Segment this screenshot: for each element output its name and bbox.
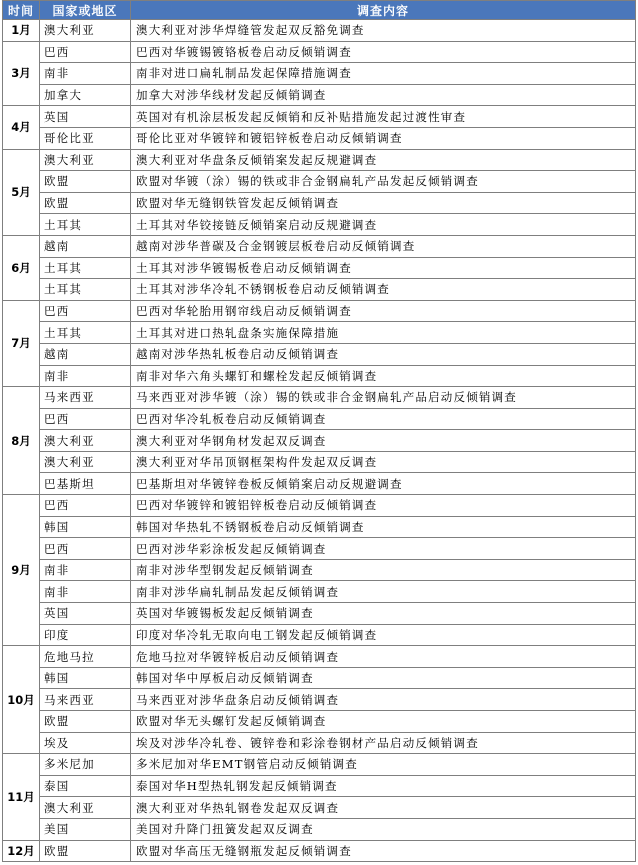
header-time: 时间 bbox=[3, 1, 40, 20]
table-row bbox=[3, 646, 636, 668]
table-row bbox=[3, 430, 636, 452]
month-cell: 5月 bbox=[3, 149, 40, 235]
month-cell: 11月 bbox=[3, 754, 40, 840]
table-row bbox=[3, 257, 636, 279]
table-row bbox=[3, 279, 636, 301]
table-row bbox=[3, 797, 636, 819]
content-cell: 巴西对华轮胎用钢帘线启动反倾销调查 bbox=[131, 300, 636, 322]
content-cell: 南非对涉华扁轧制品发起反倾销调查 bbox=[131, 581, 636, 603]
content-cell: 巴基斯坦对华镀锌卷板反倾销案启动反规避调查 bbox=[131, 473, 636, 495]
country-cell: 南非 bbox=[40, 559, 131, 581]
month-cell: 12月 bbox=[3, 840, 40, 862]
table-row bbox=[3, 559, 636, 581]
content-cell: 澳大利亚对华盘条反倾销案发起反规避调查 bbox=[131, 149, 636, 171]
table-row bbox=[3, 300, 636, 322]
country-cell: 南非 bbox=[40, 581, 131, 603]
table-row bbox=[3, 192, 636, 214]
table-row bbox=[3, 214, 636, 236]
country-cell: 欧盟 bbox=[40, 840, 131, 862]
country-cell: 英国 bbox=[40, 106, 131, 128]
month-cell: 8月 bbox=[3, 387, 40, 495]
table-row bbox=[3, 171, 636, 193]
country-cell: 巴西 bbox=[40, 495, 131, 517]
country-cell: 巴西 bbox=[40, 300, 131, 322]
content-cell: 土耳其对华铰接链反倾销案启动反规避调查 bbox=[131, 214, 636, 236]
month-cell: 4月 bbox=[3, 106, 40, 149]
country-cell: 越南 bbox=[40, 343, 131, 365]
content-cell: 土耳其对涉华镀锡板卷启动反倾销调查 bbox=[131, 257, 636, 279]
country-cell: 澳大利亚 bbox=[40, 430, 131, 452]
month-cell: 3月 bbox=[3, 41, 40, 106]
content-cell: 马来西亚对涉华镀（涂）锡的铁或非合金钢扁轧产品启动反倾销调查 bbox=[131, 387, 636, 409]
country-cell: 多米尼加 bbox=[40, 754, 131, 776]
content-cell: 澳大利亚对华热轧钢卷发起双反调查 bbox=[131, 797, 636, 819]
content-cell: 泰国对华H型热轧钢发起反倾销调查 bbox=[131, 775, 636, 797]
content-cell: 多米尼加对华EMT钢管启动反倾销调查 bbox=[131, 754, 636, 776]
month-cell: 10月 bbox=[3, 646, 40, 754]
table-row bbox=[3, 343, 636, 365]
content-cell: 欧盟对华无缝钢铁管发起反倾销调查 bbox=[131, 192, 636, 214]
country-cell: 哥伦比亚 bbox=[40, 127, 131, 149]
content-cell: 澳大利亚对华钢角材发起双反调查 bbox=[131, 430, 636, 452]
header-content: 调查内容 bbox=[131, 1, 636, 20]
content-cell: 巴西对华镀锌和镀铝锌板卷启动反倾销调查 bbox=[131, 495, 636, 517]
table-row bbox=[3, 603, 636, 625]
table-row bbox=[3, 149, 636, 171]
table-row bbox=[3, 516, 636, 538]
table-row bbox=[3, 63, 636, 85]
table-row bbox=[3, 408, 636, 430]
country-cell: 泰国 bbox=[40, 775, 131, 797]
table-row bbox=[3, 235, 636, 257]
month-cell: 6月 bbox=[3, 235, 40, 300]
content-cell: 美国对升降门扭簧发起双反调查 bbox=[131, 818, 636, 840]
table-row bbox=[3, 624, 636, 646]
table-row bbox=[3, 840, 636, 862]
country-cell: 澳大利亚 bbox=[40, 797, 131, 819]
table-row bbox=[3, 473, 636, 495]
content-cell: 危地马拉对华镀锌板启动反倾销调查 bbox=[131, 646, 636, 668]
table-row bbox=[3, 538, 636, 560]
content-cell: 韩国对华热轧不锈钢板卷启动反倾销调查 bbox=[131, 516, 636, 538]
country-cell: 埃及 bbox=[40, 732, 131, 754]
content-cell: 埃及对涉华冷轧卷、镀锌卷和彩涂卷钢材产品启动反倾销调查 bbox=[131, 732, 636, 754]
table-row bbox=[3, 127, 636, 149]
country-cell: 韩国 bbox=[40, 667, 131, 689]
country-cell: 越南 bbox=[40, 235, 131, 257]
content-cell: 巴西对涉华彩涂板发起反倾销调查 bbox=[131, 538, 636, 560]
content-cell: 加拿大对涉华线材发起反倾销调查 bbox=[131, 84, 636, 106]
content-cell: 马来西亚对涉华盘条启动反倾销调查 bbox=[131, 689, 636, 711]
country-cell: 澳大利亚 bbox=[40, 149, 131, 171]
content-cell: 巴西对华冷轧板卷启动反倾销调查 bbox=[131, 408, 636, 430]
table-row bbox=[3, 322, 636, 344]
table-row bbox=[3, 106, 636, 128]
content-cell: 英国对华镀锡板发起反倾销调查 bbox=[131, 603, 636, 625]
country-cell: 韩国 bbox=[40, 516, 131, 538]
content-cell: 越南对涉华普碳及合金钢镀层板卷启动反倾销调查 bbox=[131, 235, 636, 257]
country-cell: 巴西 bbox=[40, 538, 131, 560]
table-row bbox=[3, 41, 636, 63]
country-cell: 澳大利亚 bbox=[40, 20, 131, 42]
country-cell: 南非 bbox=[40, 63, 131, 85]
table-row bbox=[3, 818, 636, 840]
content-cell: 澳大利亚对华吊顶钢框架构件发起双反调查 bbox=[131, 451, 636, 473]
table-header-row bbox=[3, 1, 636, 20]
content-cell: 欧盟对华镀（涂）锡的铁或非合金钢扁轧产品发起反倾销调查 bbox=[131, 171, 636, 193]
content-cell: 巴西对华镀锡镀铬板卷启动反倾销调查 bbox=[131, 41, 636, 63]
table-row bbox=[3, 689, 636, 711]
trade-investigation-table bbox=[2, 0, 636, 862]
table-row bbox=[3, 732, 636, 754]
content-cell: 哥伦比亚对华镀锌和镀铝锌板卷启动反倾销调查 bbox=[131, 127, 636, 149]
country-cell: 澳大利亚 bbox=[40, 451, 131, 473]
month-cell: 9月 bbox=[3, 495, 40, 646]
content-cell: 澳大利亚对涉华焊缝管发起双反豁免调查 bbox=[131, 20, 636, 42]
table-row bbox=[3, 667, 636, 689]
table-row bbox=[3, 581, 636, 603]
content-cell: 英国对有机涂层板发起反倾销和反补贴措施发起过渡性审查 bbox=[131, 106, 636, 128]
country-cell: 土耳其 bbox=[40, 214, 131, 236]
country-cell: 欧盟 bbox=[40, 711, 131, 733]
content-cell: 印度对华冷轧无取向电工钢发起反倾销调查 bbox=[131, 624, 636, 646]
content-cell: 欧盟对华无头螺钉发起反倾销调查 bbox=[131, 711, 636, 733]
table-row bbox=[3, 495, 636, 517]
country-cell: 英国 bbox=[40, 603, 131, 625]
content-cell: 南非对进口扁轧制品发起保障措施调查 bbox=[131, 63, 636, 85]
content-cell: 越南对涉华热轧板卷启动反倾销调查 bbox=[131, 343, 636, 365]
table-row bbox=[3, 451, 636, 473]
content-cell: 土耳其对进口热轧盘条实施保障措施 bbox=[131, 322, 636, 344]
table-row bbox=[3, 754, 636, 776]
country-cell: 土耳其 bbox=[40, 257, 131, 279]
country-cell: 巴西 bbox=[40, 408, 131, 430]
country-cell: 欧盟 bbox=[40, 192, 131, 214]
country-cell: 土耳其 bbox=[40, 279, 131, 301]
country-cell: 美国 bbox=[40, 818, 131, 840]
table-row bbox=[3, 84, 636, 106]
content-cell: 欧盟对华高压无缝钢瓶发起反倾销调查 bbox=[131, 840, 636, 862]
month-cell: 1月 bbox=[3, 20, 40, 42]
country-cell: 马来西亚 bbox=[40, 387, 131, 409]
table-row bbox=[3, 387, 636, 409]
table-row bbox=[3, 20, 636, 42]
content-cell: 南非对涉华型钢发起反倾销调查 bbox=[131, 559, 636, 581]
country-cell: 加拿大 bbox=[40, 84, 131, 106]
table-row bbox=[3, 775, 636, 797]
country-cell: 巴基斯坦 bbox=[40, 473, 131, 495]
country-cell: 印度 bbox=[40, 624, 131, 646]
country-cell: 南非 bbox=[40, 365, 131, 387]
country-cell: 马来西亚 bbox=[40, 689, 131, 711]
country-cell: 巴西 bbox=[40, 41, 131, 63]
table-row bbox=[3, 365, 636, 387]
month-cell: 7月 bbox=[3, 300, 40, 386]
content-cell: 南非对华六角头螺钉和螺栓发起反倾销调查 bbox=[131, 365, 636, 387]
content-cell: 土耳其对涉华冷轧不锈钢板卷启动反倾销调查 bbox=[131, 279, 636, 301]
country-cell: 土耳其 bbox=[40, 322, 131, 344]
header-country: 国家或地区 bbox=[40, 1, 131, 20]
content-cell: 韩国对华中厚板启动反倾销调查 bbox=[131, 667, 636, 689]
table-body bbox=[3, 20, 636, 862]
country-cell: 欧盟 bbox=[40, 171, 131, 193]
table-row bbox=[3, 711, 636, 733]
country-cell: 危地马拉 bbox=[40, 646, 131, 668]
